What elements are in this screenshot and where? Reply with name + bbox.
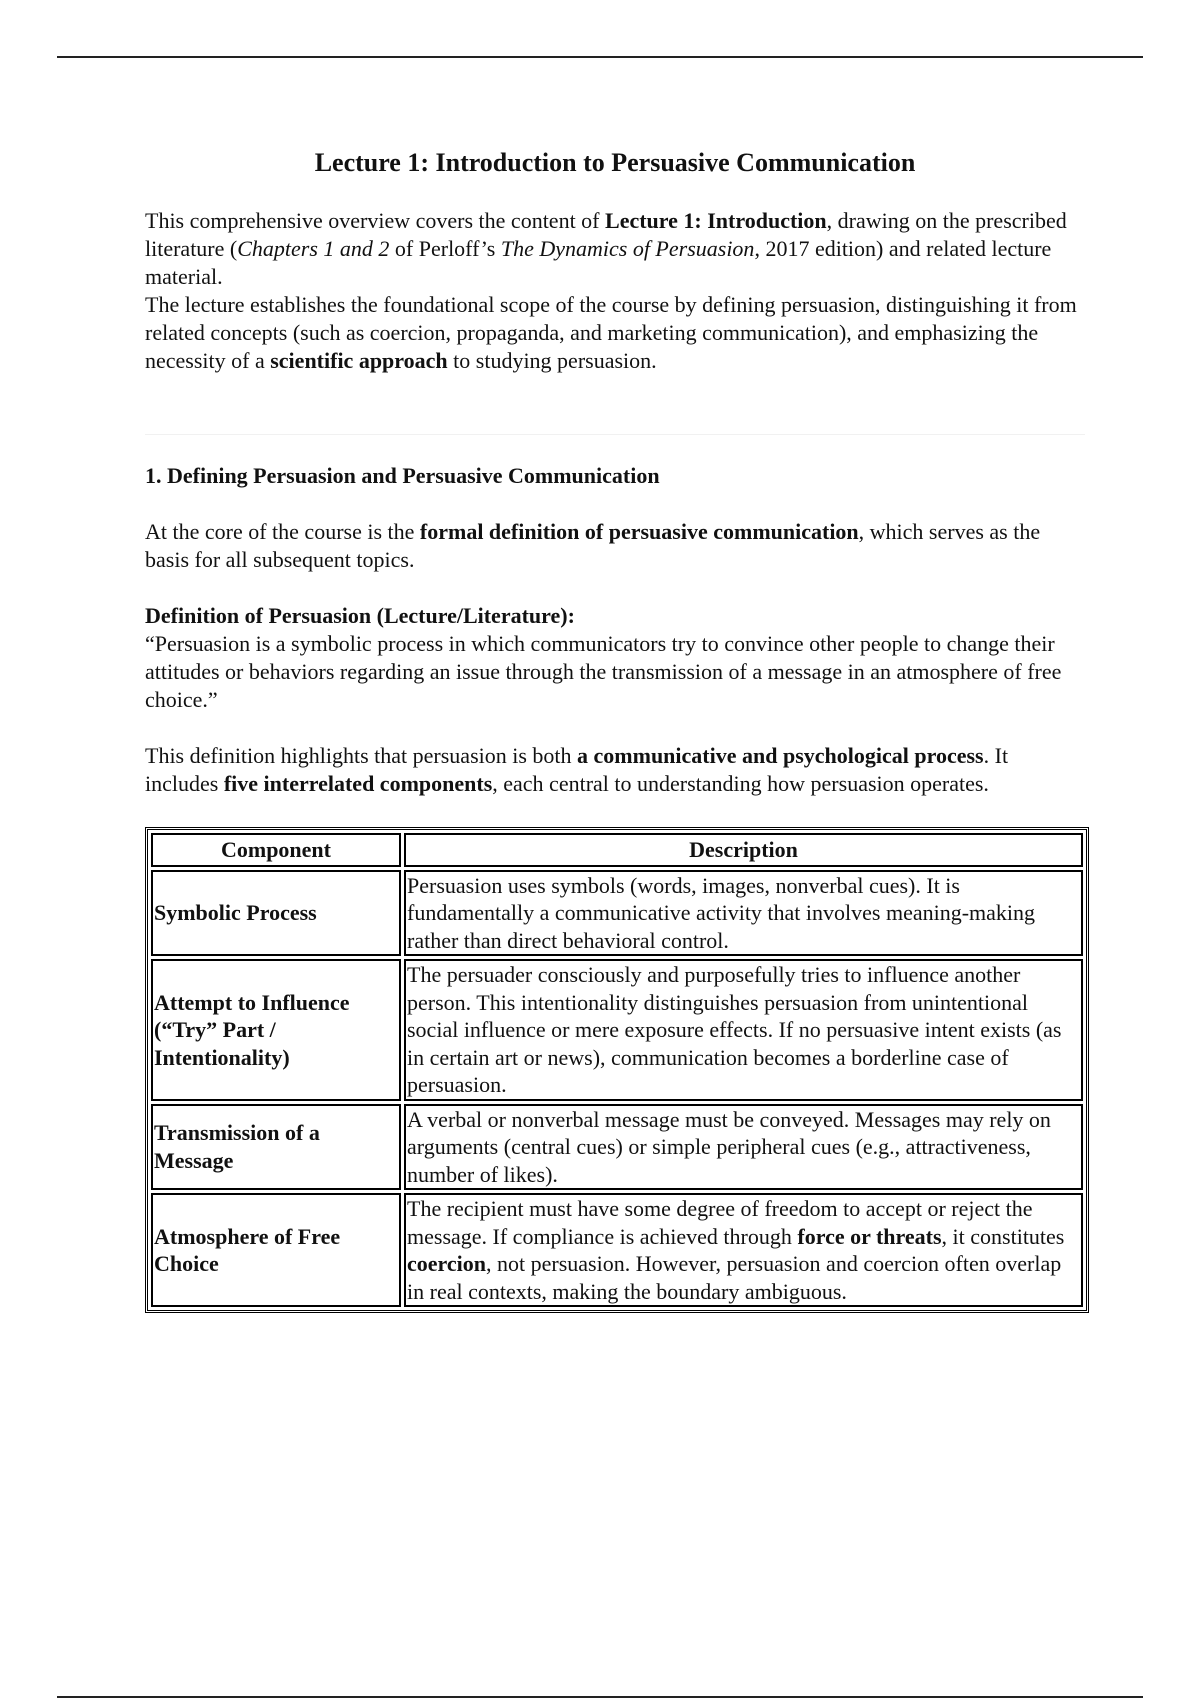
section-paragraph-1: At the core of the course is the formal definition of persuasive communication, which serves as the basis for all subsequent topics.: [145, 519, 1041, 572]
table-row: [151, 1104, 1083, 1191]
component-cell: Transmission of a Message: [151, 1104, 401, 1191]
components-table: [145, 827, 1089, 1313]
description-cell: The persuader consciously and purposefully tries to influence another person. This intentionality distinguishes persuasion from unintentional social influence or mere exposure effects. If no persuasive intent exists (as in certain art or news), communication becomes a borderline case of persuasion.: [404, 959, 1083, 1101]
document-body: [145, 140, 1085, 1313]
description-cell: The recipient must have some degree of freedom to accept or reject the message. If compliance is achieved through force or threats, it constitutes coercion, not persuasion. However, persuasion and coercion often overlap in real contexts, making the boundary ambiguous.: [404, 1193, 1083, 1307]
section-heading: 1. Defining Persuasion and Persuasive Communication: [145, 463, 660, 488]
table-header-row: [151, 833, 1083, 867]
table-row: [151, 1193, 1083, 1307]
footer-rule: [57, 1696, 1143, 1698]
column-header-component: Component: [151, 833, 401, 867]
component-cell: Attempt to Influence (“Try” Part / Intentionality): [151, 959, 401, 1101]
definition-label: Definition of Persuasion (Lecture/Literature):: [145, 603, 575, 628]
column-header-description: Description: [404, 833, 1083, 867]
description-cell: A verbal or nonverbal message must be conveyed. Messages may rely on arguments (central cues) or simple peripheral cues (e.g., attractiveness, number of likes).: [404, 1104, 1083, 1191]
header-rule: [57, 56, 1143, 58]
section-paragraph-2: This definition highlights that persuasion is both a communicative and psychological process. It includes five interrelated components, each central to understanding how persuasion operates.: [145, 743, 1009, 796]
component-cell: Atmosphere of Free Choice: [151, 1193, 401, 1307]
intro-paragraph-1: This comprehensive overview covers the content of Lecture 1: Introduction, drawing on the prescribed literature (Chapters 1 and 2 of Perloff’s The Dynamics of Persuasion, 2017 edition) and related lecture material.: [145, 208, 1067, 289]
table-row: [151, 870, 1083, 957]
component-cell: Symbolic Process: [151, 870, 401, 957]
table-row: [151, 959, 1083, 1101]
page-title: Lecture 1: Introduction to Persuasive Communication: [314, 148, 916, 177]
intro-paragraph-2: The lecture establishes the foundational scope of the course by defining persuasion, distinguishing it from related concepts (such as coercion, propaganda, and marketing communication), and emphasizing the necessity of a scientific approach to studying persuasion.: [145, 292, 1077, 373]
section-divider: [145, 434, 1085, 435]
definition-quote: “Persuasion is a symbolic process in which communicators try to convince other people to change their attitudes or behaviors regarding an issue through the transmission of a message in an atmosphere of free choice.”: [145, 631, 1062, 712]
definition-block: [145, 602, 1085, 714]
description-cell: Persuasion uses symbols (words, images, nonverbal cues). It is fundamentally a communicative activity that involves meaning-making rather than direct behavioral control.: [404, 870, 1083, 957]
